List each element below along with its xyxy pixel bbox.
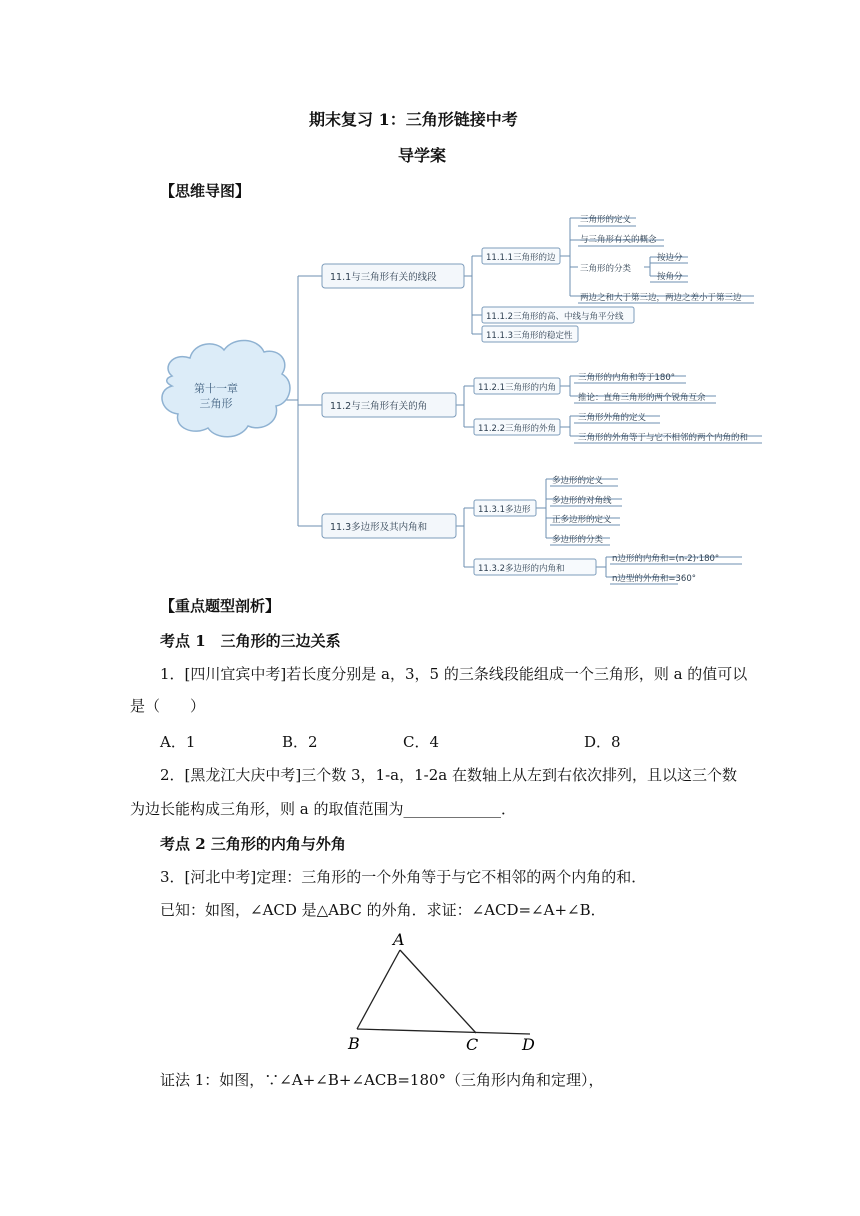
question-3-line1: 3．[河北中考]定理：三角形的一个外角等于与它不相邻的两个内角的和． <box>160 868 647 886</box>
branch-11-3: 11.3多边形及其内角和 <box>330 522 428 533</box>
vertex-label-a: A <box>393 930 405 949</box>
option-a: A．1 <box>160 733 196 751</box>
node-11-3-1: 11.3.1多边形 <box>478 505 531 515</box>
leaf-item: 两边之和大于第三边，两边之差小于第三边 <box>580 293 742 303</box>
leaf-item: 三角形外角的定义 <box>578 413 647 423</box>
question-2-line2: 为边长能构成三角形，则 a 的取值范围为_____________． <box>130 800 516 818</box>
leaf-item: 多边形的定义 <box>552 476 604 486</box>
proof-line-1: 证法 1：如图，∵∠A+∠B+∠ACB=180°（三角形内角和定理）， <box>160 1071 604 1089</box>
vertex-label-b: B <box>348 1034 360 1053</box>
leaf-item: n边形的内角和=(n-2)·180° <box>612 554 720 564</box>
leaf-item: 三角形的外角等于与它不相邻的两个内角的和 <box>578 433 749 443</box>
mindmap-section-label: 【思维导图】 <box>160 182 251 200</box>
document-title: 期末复习 1：三角形链接中考 <box>309 110 518 129</box>
option-d: D．8 <box>584 733 621 751</box>
root-title-line1: 第十一章 <box>194 382 238 395</box>
vertex-label-c: C <box>466 1035 479 1054</box>
node-11-1-3: 11.1.3三角形的稳定性 <box>486 331 573 341</box>
leaf-item: 多边形的对角线 <box>552 496 612 506</box>
node-11-1-1: 11.1.1三角形的边 <box>486 253 556 263</box>
branch-11-2: 11.2与三角形有关的角 <box>330 401 428 412</box>
point1-title: 考点 1 三角形的三边关系 <box>160 632 341 650</box>
question-1-line2: 是（ ） <box>130 697 206 715</box>
leaf-item: 按边分 <box>657 253 683 263</box>
leaf-item: 多边形的分类 <box>552 535 604 545</box>
triangle-figure <box>340 928 550 1056</box>
question-1-line1: 1．[四川宜宾中考]若长度分别是 a，3，5 的三条线段能组成一个三角形，则 a 的值可以 <box>160 665 748 683</box>
leaf-item: 三角形的定义 <box>580 215 632 225</box>
leaf-item: 推论：直角三角形的两个锐角互余 <box>578 393 706 403</box>
analysis-section-label: 【重点题型剖析】 <box>160 597 281 615</box>
leaf-item: 正多边形的定义 <box>552 515 612 525</box>
leaf-item: 三角形的内角和等于180° <box>578 373 675 383</box>
leaf-item: 按角分 <box>657 272 683 282</box>
option-c: C．4 <box>403 733 440 751</box>
node-11-2-1: 11.2.1三角形的内角 <box>478 383 557 393</box>
leaf-item: n边型的外角和=360° <box>612 574 696 584</box>
question-2-line1: 2．[黑龙江大庆中考]三个数 3，1-a，1-2a 在数轴上从左到右依次排列，且以这三个数 <box>160 766 737 784</box>
leaf-item: 三角形的分类 <box>580 264 632 274</box>
document-subtitle: 导学案 <box>398 146 447 165</box>
option-b: B．2 <box>282 733 318 751</box>
node-11-3-2: 11.3.2多边形的内角和 <box>478 564 565 574</box>
mind-map-diagram <box>150 200 770 592</box>
branch-11-1: 11.1与三角形有关的线段 <box>330 272 437 283</box>
node-11-2-2: 11.2.2三角形的外角 <box>478 424 557 434</box>
leaf-item: 与三角形有关的概念 <box>580 235 657 245</box>
root-cloud-node <box>162 340 290 436</box>
vertex-label-d: D <box>522 1035 535 1054</box>
root-title-line2: 三角形 <box>199 397 233 410</box>
node-11-1-2: 11.1.2三角形的高、中线与角平分线 <box>486 312 624 322</box>
point2-title: 考点 2 三角形的内角与外角 <box>160 835 346 853</box>
question-3-line2: 已知：如图，∠ACD 是△ABC 的外角．求证：∠ACD=∠A+∠B． <box>160 901 606 919</box>
